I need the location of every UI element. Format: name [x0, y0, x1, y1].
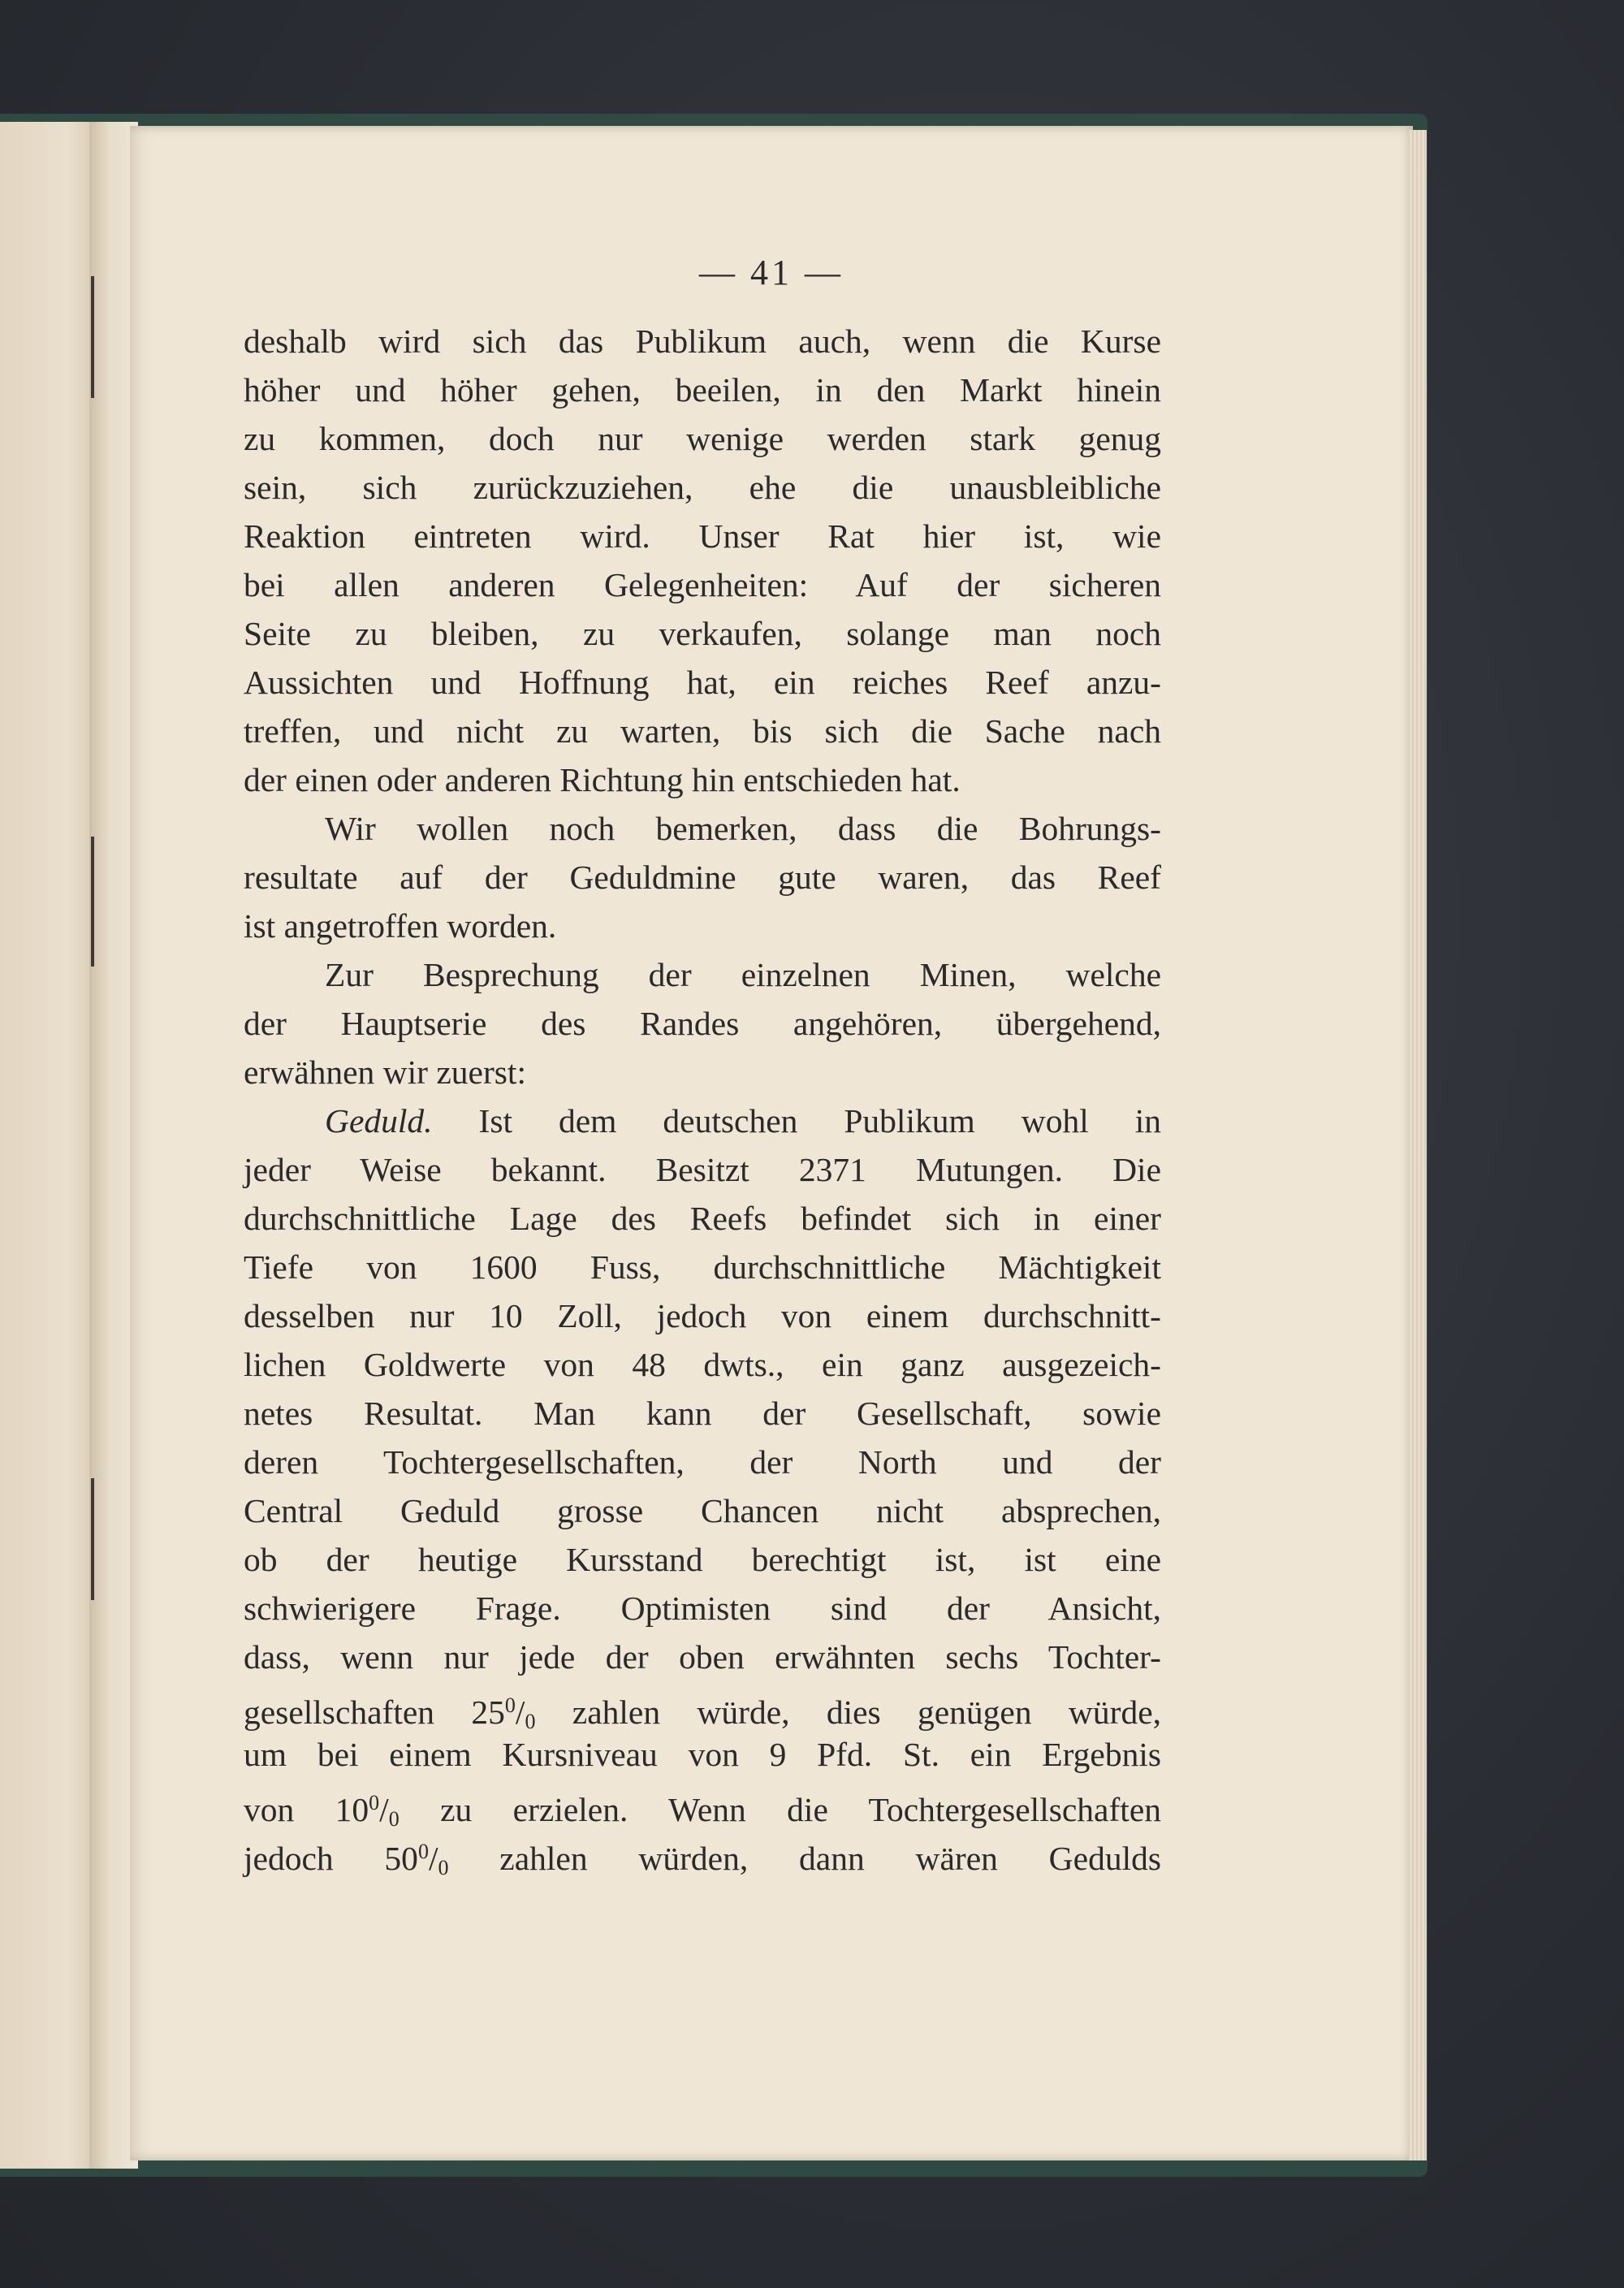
text-fragment: zu erzielen. Wenn die Tochtergesellschaften — [440, 1791, 1161, 1828]
text-line: treffen, und nicht zu warten, bis sich die Sache nach — [244, 712, 1161, 750]
text-line: Zur Besprechung der einzelnen Minen, welche — [325, 956, 1161, 993]
text-line: erwähnen wir zuerst: — [244, 1053, 526, 1091]
text-line: dass, wenn nur jede der oben erwähnten sechs Tochter- — [244, 1638, 1161, 1676]
text-line: um bei einem Kursniveau von 9 Pfd. St. ein Ergebnis — [244, 1736, 1161, 1773]
mine-name: Geduld. — [325, 1102, 433, 1140]
previous-page-edge — [0, 122, 97, 2169]
text-line — [244, 1681, 1162, 1733]
percent-sign-slash: / — [515, 1693, 525, 1731]
text-line — [244, 1096, 1161, 1145]
page-stack-edge — [1409, 130, 1427, 2160]
percent-sign-slash: / — [428, 1840, 438, 1877]
text-line: höher und höher gehen, beeilen, in den Markt hinein — [244, 371, 1161, 409]
text-fragment: Ist dem deutschen Publikum wohl in — [478, 1102, 1162, 1140]
text-line: Reaktion eintreten wird. Unser Rat hier ist, wie — [244, 517, 1161, 555]
text-line: ob der heutige Kursstand berechtigt ist, ist eine — [244, 1541, 1161, 1578]
text-line — [244, 1827, 1162, 1879]
text-line: deren Tochtergesellschaften, der North und der — [244, 1443, 1161, 1481]
text-line: ist angetroffen worden. — [244, 907, 557, 945]
percent-sign-bottom: 0 — [388, 1807, 400, 1831]
book-page — [130, 126, 1413, 2160]
text-line: Central Geduld grosse Chancen nicht absprechen, — [244, 1492, 1161, 1529]
percent-sign-bottom: 0 — [438, 1856, 449, 1879]
percent-sign-bottom: 0 — [525, 1710, 536, 1733]
margin-mark — [91, 1478, 94, 1600]
percent-sign-slash: / — [379, 1791, 389, 1828]
text-line: netes Resultat. Man kann der Gesellschaft, sowie — [244, 1395, 1161, 1432]
text-line: durchschnittliche Lage des Reefs befindet sich in einer — [244, 1200, 1161, 1237]
percent-sign-top: 0 — [504, 1693, 516, 1717]
text-line: der Hauptserie des Randes angehören, übergehend, — [244, 1005, 1161, 1042]
text-fragment: zahlen würde, dies genügen würde, — [572, 1693, 1162, 1731]
text-line — [244, 1779, 1161, 1831]
text-fragment: von 10 — [244, 1791, 369, 1828]
percent-sign-top: 0 — [369, 1791, 380, 1814]
text-line: zu kommen, doch nur wenige werden stark genug — [244, 420, 1161, 457]
text-line: schwierigere Frage. Optimisten sind der Ansicht, — [244, 1589, 1161, 1627]
percent-sign-top: 0 — [417, 1840, 429, 1863]
margin-mark — [91, 276, 94, 398]
margin-mark — [91, 837, 94, 967]
text-line: Tiefe von 1600 Fuss, durchschnittliche Mächtigkeit — [244, 1248, 1161, 1286]
text-line: deshalb wird sich das Publikum auch, wenn die Kurse — [244, 322, 1161, 360]
text-line: resultate auf der Geduldmine gute waren, das Reef — [244, 859, 1161, 896]
text-line: sein, sich zurückzuziehen, ehe die unausbleibliche — [244, 469, 1161, 506]
text-line: lichen Goldwerte von 48 dwts., ein ganz ausgezeich- — [244, 1346, 1161, 1383]
text-line: der einen oder anderen Richtung hin entschieden hat. — [244, 761, 961, 798]
text-line: desselben nur 10 Zoll, jedoch von einem durchschnitt- — [244, 1297, 1161, 1334]
text-fragment: gesellschaften 25 — [244, 1693, 505, 1731]
text-line: Aussichten und Hoffnung hat, ein reiches Reef anzu- — [244, 664, 1161, 701]
text-line: jeder Weise bekannt. Besitzt 2371 Mutungen. Die — [244, 1151, 1161, 1188]
page-body — [244, 317, 1162, 1879]
text-line: Seite zu bleiben, zu verkaufen, solange man noch — [244, 615, 1161, 652]
text-fragment: zahlen würden, dann wären Gedulds — [499, 1840, 1162, 1877]
text-line: Wir wollen noch bemerken, dass die Bohrungs- — [325, 810, 1161, 847]
page-number: — 41 — — [699, 253, 844, 292]
text-line: bei allen anderen Gelegenheiten: Auf der sicheren — [244, 566, 1161, 603]
text-fragment: jedoch 50 — [244, 1840, 418, 1877]
